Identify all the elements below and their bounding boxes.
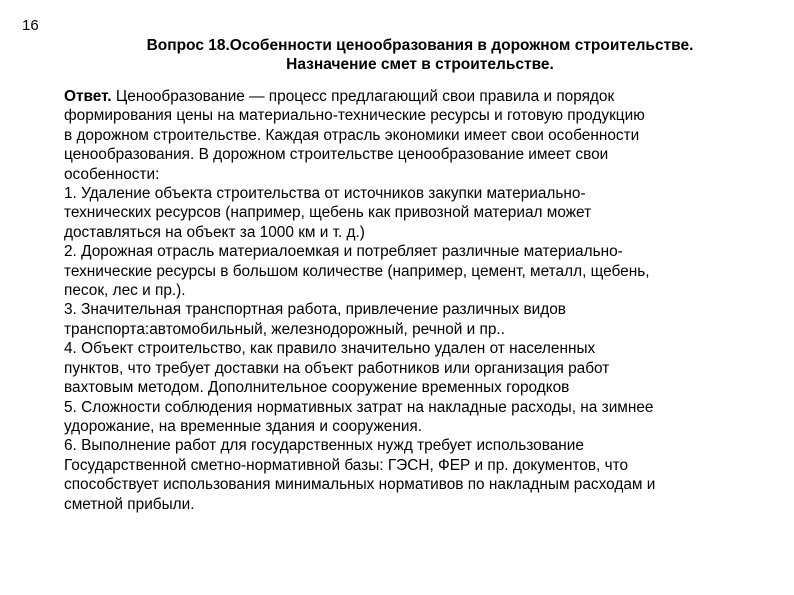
text-line: 5. Сложности соблюдения нормативных затрат на накладные расходы, на зимнее [64, 398, 654, 416]
page-title [70, 36, 770, 74]
text-line: технических ресурсов (например, щебень как привозной материал может [64, 204, 592, 222]
text-line: особенности: [64, 165, 160, 183]
text-line: транспорта:автомобильный, железнодорожный, речной и пр.. [64, 320, 505, 338]
text-line: ценообразования. В дорожном строительстве ценообразование имеет свои [64, 146, 609, 164]
title-line-1: Вопрос 18.Особенности ценообразования в дорожном строительстве. [146, 37, 694, 54]
text-line: вахтовым методом. Дополнительное сооружение временных городков [64, 379, 570, 397]
title-line-2: Назначение смет в строительстве. [286, 56, 554, 73]
text-line: 2. Дорожная отрасль материалоемкая и потребляет различные материально- [64, 243, 623, 261]
text-line: способствует использования минимальных нормативов по накладным расходам и [64, 476, 656, 494]
answer-first-line-text: Ценообразование — процесс предлагающий свои правила и порядок [111, 88, 615, 105]
text-line: 6. Выполнение работ для государственных нужд требует использование [64, 437, 584, 455]
text-line: песок, лес и пр.). [64, 282, 186, 300]
text-line: Государственной сметно-нормативной базы: ГЭСН, ФЕР и пр. документов, что [64, 456, 629, 474]
answer-text [64, 87, 776, 514]
answer-label: Ответ. [64, 88, 112, 105]
text-line: доставляться на объект за 1000 км и т. д.) [64, 223, 365, 241]
text-line: удорожание, на временные здания и сооружения. [64, 417, 423, 435]
text-line: технические ресурсы в большом количестве (например, цемент, металл, щебень, [64, 262, 650, 280]
answer-first-line [64, 87, 776, 106]
slide-number: 16 [22, 17, 39, 34]
text-line: 3. Значительная транспортная работа, привлечение различных видов [64, 301, 566, 319]
text-line: 1. Удаление объекта строительства от источников закупки материально- [64, 185, 586, 203]
text-line: пунктов, что требует доставки на объект работников или организация работ [64, 359, 610, 377]
text-line: формирования цены на материально-технические ресурсы и готовую продукцию [64, 107, 645, 125]
text-line: 4. Объект строительство, как правило значительно удален от населенных [64, 340, 596, 358]
text-line: сметной прибыли. [64, 495, 195, 513]
text-line: в дорожном строительстве. Каждая отрасль экономики имеет свои особенности [64, 126, 640, 144]
